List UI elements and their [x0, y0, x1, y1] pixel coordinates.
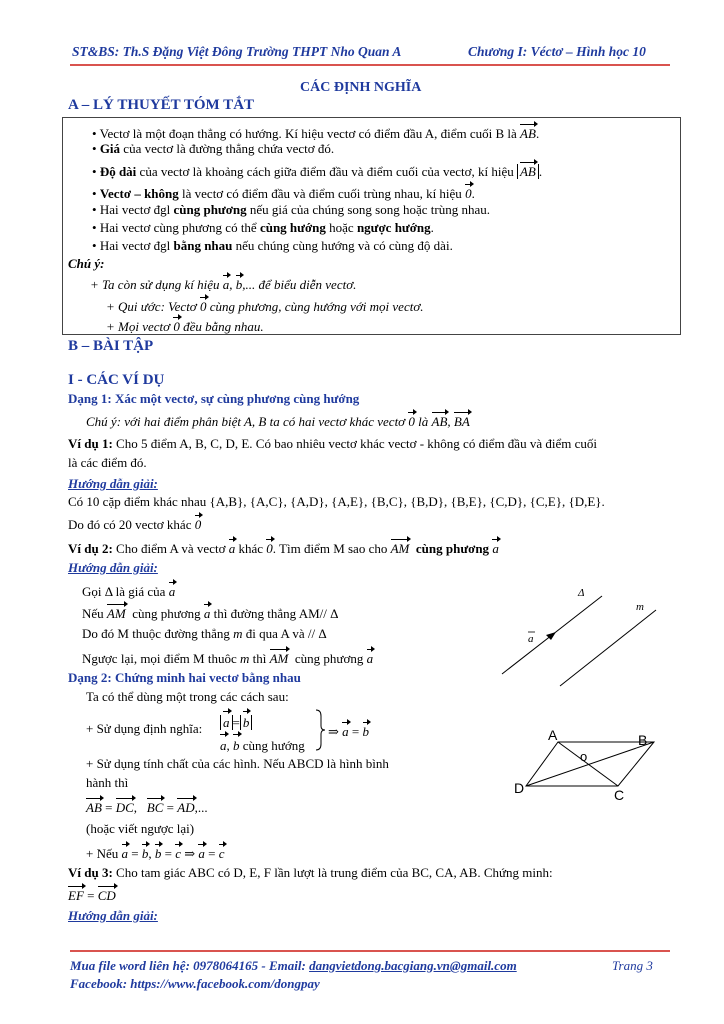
vd1-text-1: Ví dụ 1: Cho 5 điểm A, B, C, D, E. Có bao nhiêu vectơ khác vectơ - không có điểm đầu và điểm cuối: [68, 436, 597, 451]
label-m: m: [636, 601, 644, 613]
vd2-line-3: Do đó M thuộc đường thẳng m đi qua A và // Δ: [82, 626, 327, 641]
vd2-line-1: Gọi Δ là giá của a: [82, 581, 175, 600]
vd1-text-2: là các điểm đó.: [68, 455, 147, 470]
vertex-a: A: [548, 727, 558, 743]
definition-conclusion: ⇒ a = b: [328, 721, 369, 740]
vd1-guide: Hướng dẫn giải:: [68, 476, 158, 491]
dang2-intro: Ta có thể dùng một trong các cách sau:: [86, 689, 289, 704]
theory-bullet-5: • Hai vectơ đgl cùng phương nếu giá của chúng song song hoặc trùng nhau.: [92, 202, 490, 217]
dang1-title: Dạng 1: Xác một vectơ, sự cùng phương cùng hướng: [68, 391, 360, 406]
dang2-title: Dạng 2: Chứng minh hai vectơ bằng nhau: [68, 670, 301, 685]
theory-bullet-6: • Hai vectơ cùng phương có thể cùng hướng hoặc ngược hướng.: [92, 220, 434, 235]
footer-facebook[interactable]: Facebook: https://www.facebook.com/dongpay: [70, 976, 320, 991]
vd2-guide: Hướng dẫn giải:: [68, 560, 158, 575]
line-m: [560, 610, 656, 686]
label-a: a: [528, 633, 534, 645]
dang2-reverse: (hoặc viết ngược lại): [86, 821, 195, 836]
label-delta: Δ: [578, 587, 585, 599]
note-1: + Ta còn sử dụng kí hiệu a, b,... để biểu diễn vectơ.: [90, 274, 356, 293]
vertex-d: D: [514, 780, 525, 796]
right-brace: [314, 708, 326, 752]
dang2-definition: + Sử dụng định nghĩa:: [86, 721, 203, 736]
vd3-equation: EF = CD: [68, 885, 116, 904]
dang2-property-2: hành thì: [86, 775, 129, 790]
vd1-solution-2: Do đó có 20 vectơ khác 0: [68, 514, 201, 533]
theory-bullet-7: • Hai vectơ đgl bằng nhau nếu chúng cùng hướng và có cùng độ dài.: [92, 238, 453, 253]
doc-title: CÁC ĐỊNH NGHĨA: [300, 80, 422, 95]
footer-rule: [70, 950, 670, 952]
vertex-c: C: [614, 787, 625, 803]
header-left: ST&BS: Th.S Đặng Việt Đông Trường THPT Nho Quan A: [72, 44, 402, 59]
dang2-transitive: + Nếu a = b, b = c ⇒ a = c: [86, 843, 225, 862]
dang2-property-1: + Sử dụng tính chất của các hình. Nếu ABCD là hình bình: [86, 756, 389, 771]
section-b-heading: B – BÀI TẬP: [68, 338, 154, 354]
vd3-guide: Hướng dẫn giải:: [68, 908, 158, 923]
theory-bullet-2: • Giá của vectơ là đường thẳng chứa vectơ đó.: [92, 141, 335, 156]
diagonal-bd: [526, 742, 654, 786]
section-i-heading: I - CÁC VÍ DỤ: [68, 372, 165, 388]
parallelogram-figure: [508, 724, 684, 804]
email-link[interactable]: dangvietdong.bacgiang.vn@gmail.com: [309, 958, 517, 973]
definition-system: a = b a, b cùng hướng: [220, 710, 305, 756]
vd2-line-4: Ngược lại, mọi điểm M thuôc m thì AM cùng phương a: [82, 648, 373, 667]
center-o: o: [580, 749, 588, 764]
vertex-b: B: [638, 732, 648, 748]
vd1-solution-1: Có 10 cặp điểm khác nhau {A,B}, {A,C}, {A,D}, {A,E}, {B,C}, {B,D}, {B,E}, {C,D}, {C,E}, {D,E}.: [68, 494, 605, 509]
vd2-text: Ví dụ 2: Cho điểm A và vectơ a khác 0. Tìm điểm M sao cho AM cùng phương a: [68, 538, 499, 557]
vd3-text: Ví dụ 3: Cho tam giác ABC có D, E, F lần lượt là trung điểm của BC, CA, AB. Chứng minh:: [68, 865, 553, 880]
dang1-note: Chú ý: với hai điểm phân biệt A, B ta có hai vectơ khác vectơ 0 là AB, BA: [86, 411, 470, 430]
header-rule: [70, 64, 670, 66]
note-label: Chú ý:: [68, 256, 105, 271]
theory-bullet-3: • Độ dài của vectơ là khoảng cách giữa điểm đầu và điểm cuối của vectơ, kí hiệu AB .: [92, 161, 542, 180]
vd2-line-2: Nếu AM cùng phương a thì đường thẳng AM// Δ: [82, 603, 339, 622]
parallel-lines-figure: [490, 580, 680, 692]
section-a-heading: A – LÝ THUYẾT TÓM TẮT: [68, 97, 255, 113]
note-3: + Mọi vectơ 0 đều bằng nhau.: [106, 316, 264, 335]
header-right: Chương I: Véctơ – Hình học 10: [468, 44, 646, 59]
footer-contact: Mua file word liên hệ: 0978064165 - Email: dangvietdong.bacgiang.vn@gmail.com: [70, 958, 517, 973]
dang2-parallelogram-equalities: AB = DC, BC = AD,...: [86, 797, 208, 816]
theory-bullet-1: • Vectơ là một đoạn thẳng có hướng. Kí hiệu vectơ có điểm đầu A, điểm cuối B là AB.: [92, 123, 539, 142]
theory-bullet-4: • Vectơ – không là vectơ có điểm đầu và điểm cuối trùng nhau, kí hiệu 0.: [92, 183, 475, 202]
note-2: + Qui ước: Vectơ 0 cùng phương, cùng hướng với mọi vectơ.: [106, 296, 424, 315]
diagonal-ac: [558, 742, 618, 786]
page-number: Trang 3: [612, 958, 653, 973]
